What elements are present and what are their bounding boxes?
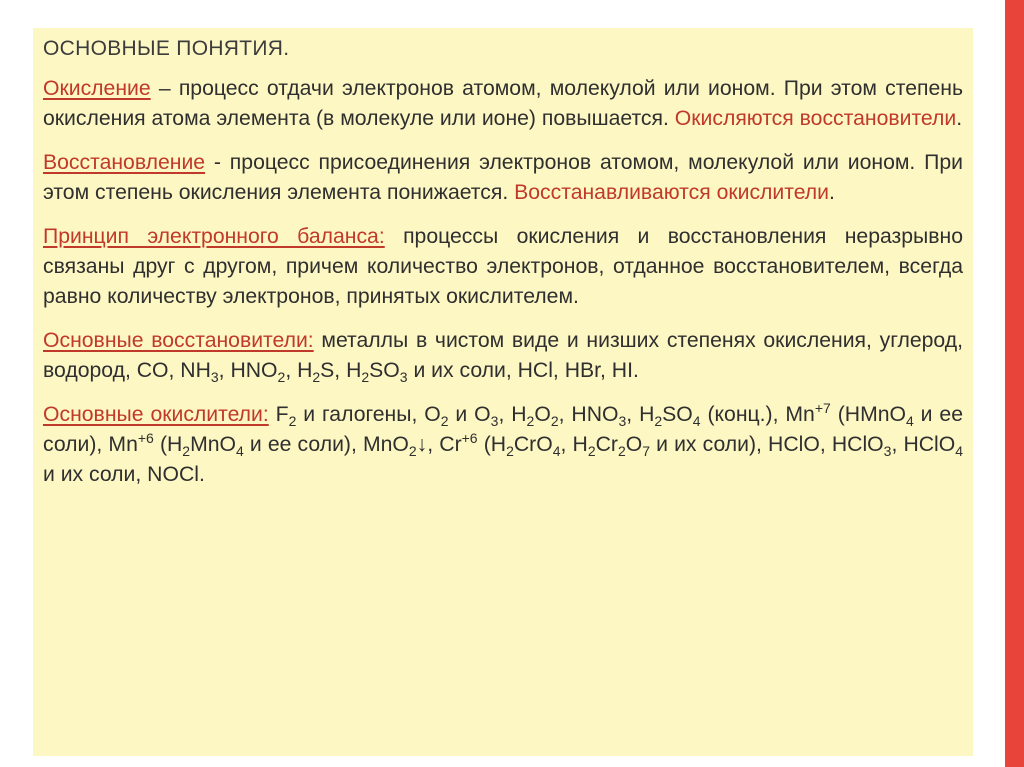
reduction-highlight: Восстанавливаются окислители: [514, 181, 829, 204]
oxidation-term: Окисление: [43, 77, 151, 100]
slide-title: ОСНОВНЫЕ ПОНЯТИЯ.: [43, 37, 290, 60]
electron-balance-principle: [43, 222, 963, 312]
oxidation-highlight: Окисляются восстановители: [674, 107, 957, 130]
slide-content-card: [33, 28, 973, 756]
reduction-text: - процесс присоединения электронов атомом, молекулой или ионом. При этом степень окисления элемента понижается.: [43, 151, 963, 204]
balance-text: процессы окисления и восстановления неразрывно связаны друг с другом, причем количество электронов, отданное восстановителем, всегда равно количеству электронов, принятых окислителем.: [43, 225, 964, 308]
oxidizers-term: Основные окислители:: [43, 403, 269, 426]
reduction-definition: Восстановление - процесс присоединения электронов атомом, молекулой или ионом. При этом степень окисления элемента понижается. Восстанавливаются окислители.: [43, 151, 963, 204]
oxidation-text: – процесс отдачи электронов атомом, молекулой или ионом. При этом степень окисления атома элемента (в молекуле или ионе) повышается.: [43, 77, 963, 130]
accent-bar: [1005, 0, 1024, 767]
reducers-term: Основные восстановители:: [43, 329, 314, 352]
main-oxidizers: Основные окислители: $F_2$ и галогены, $O_2$ и $O_3$, $H_2O_2$, $HNO_3$, $H_2SO_4$ (конц.), $Mn^{+7}$ (HMnO$_4$ и ее соли), $Mn^{+6}$ ($H_2MnO_4$ и ее соли), MnO$_2$↓, $Cr^{+6}$ ($H_2CrO_4$, $H_2Cr_2O_7$ и их соли), HClO, HClO$_3$, HClO$_4$ и их соли, NOCl.: [43, 399, 964, 486]
balance-term: Принцип электронного баланса:: [43, 225, 385, 248]
oxidation-definition: Окисление – процесс отдачи электронов атомом, молекулой или ионом. При этом степень окисления атома элемента (в молекуле или ионе) повышается. Окисляются восстановители.: [43, 77, 963, 130]
main-reducers: Основные восстановители: металлы в чистом виде и низших степенях окисления, углерод, водород, CO, $NH_3$, $HNO_2$, $H_2S$, $H_2SO_3$ и их соли, HCl, HBr, HI.: [43, 329, 963, 386]
reduction-term: Восстановление: [43, 151, 206, 174]
